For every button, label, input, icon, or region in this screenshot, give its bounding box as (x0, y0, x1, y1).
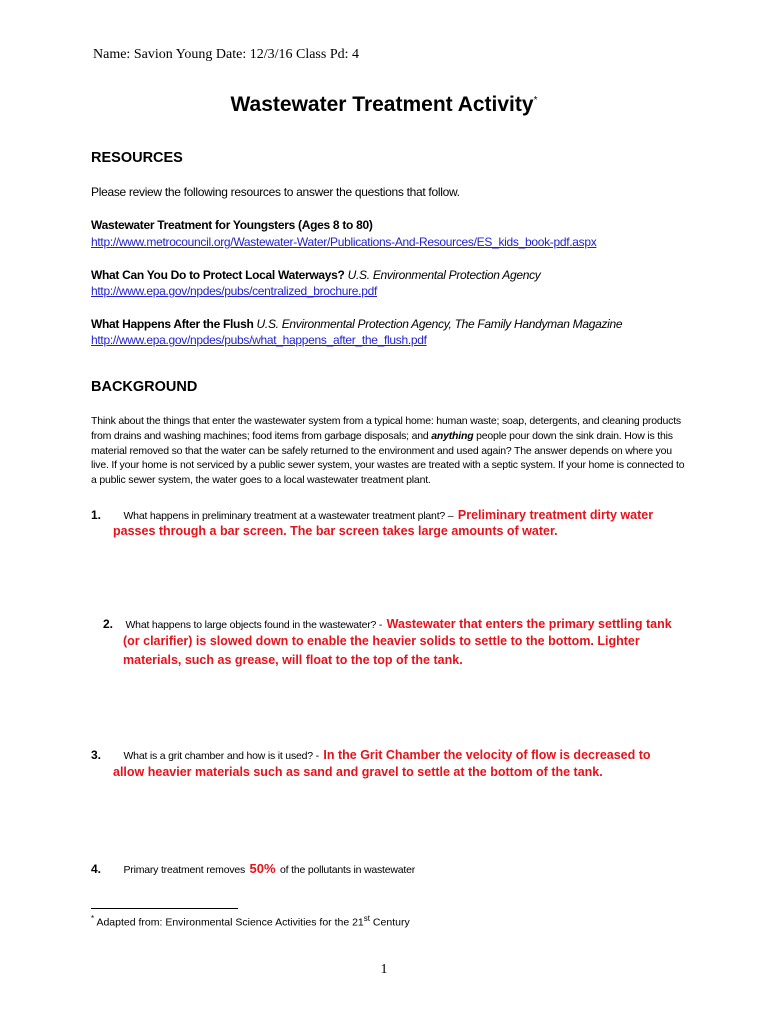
resource-item-3 (91, 317, 622, 331)
question-text: What happens to large objects found in the wastewater? - (125, 619, 383, 631)
footnote-text: Adapted from: Environmental Science Activities for the 21 (96, 916, 364, 929)
answer-continuation: (or clarifier) is slowed down to enable the heavier solids to settle to the bottom. Lighter (123, 634, 640, 648)
resource-link[interactable]: http://www.metrocouncil.org/Wastewater-Water/Publications-And-Resources/ES_kids_book-pdf.aspx (91, 235, 597, 249)
question-number: 2. (103, 617, 114, 631)
question-4 (91, 860, 415, 878)
title-footnote-marker: * (533, 95, 538, 106)
background-text-part: people pour down the sink drain. How is this material removed so that the water can be safely returned to the environment and used again? The answer depends on where you live. If your home is not serviced by a public sewer system, your wastes are treated with a septic system. If your home is connected to a public sewer system, the water goes to a local wastewater treatment plant. (91, 429, 685, 487)
answer-continuation: materials, such as grease, will float to the top of the tank. (123, 653, 463, 667)
resource-link[interactable]: http://www.epa.gov/npdes/pubs/what_happens_after_the_flush.pdf (91, 333, 427, 347)
question-text: of the pollutants in wastewater (280, 864, 416, 876)
question-number: 3. (91, 748, 102, 762)
resource-source: U.S. Environmental Protection Agency, The Family Handyman Magazine (256, 317, 623, 331)
page-title-text: Wastewater Treatment Activity (230, 93, 534, 116)
resource-title: Wastewater Treatment for Youngsters (Ages 8 to 80) (91, 218, 373, 232)
question-text: What is a grit chamber and how is it used? - (123, 750, 319, 762)
question-number: 1. (91, 508, 102, 522)
background-paragraph (91, 414, 691, 488)
background-heading: BACKGROUND (91, 379, 198, 395)
resource-source: U.S. Environmental Protection Agency (347, 268, 541, 282)
resources-heading: RESOURCES (91, 150, 183, 166)
answer-text: 50% (249, 861, 276, 876)
background-text-part: Think about the things that enter the wastewater system from a typical home: human waste; soap, detergents, and cleaning products from drains and washing machines; food items from garbage disposals; and (91, 415, 681, 442)
background-emphasis: anything (431, 429, 474, 442)
resource-title: What Can You Do to Protect Local Waterways? (91, 268, 345, 282)
answer-text: Wastewater that enters the primary settling tank (386, 617, 672, 631)
page-number: 1 (380, 962, 388, 977)
question-2 (103, 615, 672, 633)
question-1 (91, 506, 653, 524)
page-title (0, 93, 768, 117)
resource-title: What Happens After the Flush (91, 317, 254, 331)
resource-item-1 (91, 218, 373, 232)
footnote (91, 914, 410, 929)
question-text: Primary treatment removes (123, 864, 246, 876)
footnote-divider (91, 908, 238, 909)
footnote-superscript: st (363, 914, 371, 923)
footnote-marker: * (91, 914, 95, 923)
resource-link[interactable]: http://www.epa.gov/npdes/pubs/centralized_brochure.pdf (91, 284, 377, 298)
question-number: 4. (91, 862, 102, 876)
answer-continuation: passes through a bar screen. The bar screen takes large amounts of water. (113, 524, 558, 538)
answer-continuation: allow heavier materials such as sand and gravel to settle at the bottom of the tank. (113, 765, 603, 779)
footnote-text-end: Century (370, 916, 410, 929)
resource-item-2 (91, 268, 541, 282)
answer-text: In the Grit Chamber the velocity of flow is decreased to (323, 748, 651, 762)
question-text: What happens in preliminary treatment at a wastewater treatment plant? – (123, 510, 454, 522)
question-3 (91, 746, 651, 764)
answer-text: Preliminary treatment dirty water (457, 508, 654, 522)
student-info-line: Name: Savion Young Date: 12/3/16 Class Pd: 4 (93, 47, 360, 62)
resources-intro: Please review the following resources to answer the questions that follow. (91, 185, 460, 199)
